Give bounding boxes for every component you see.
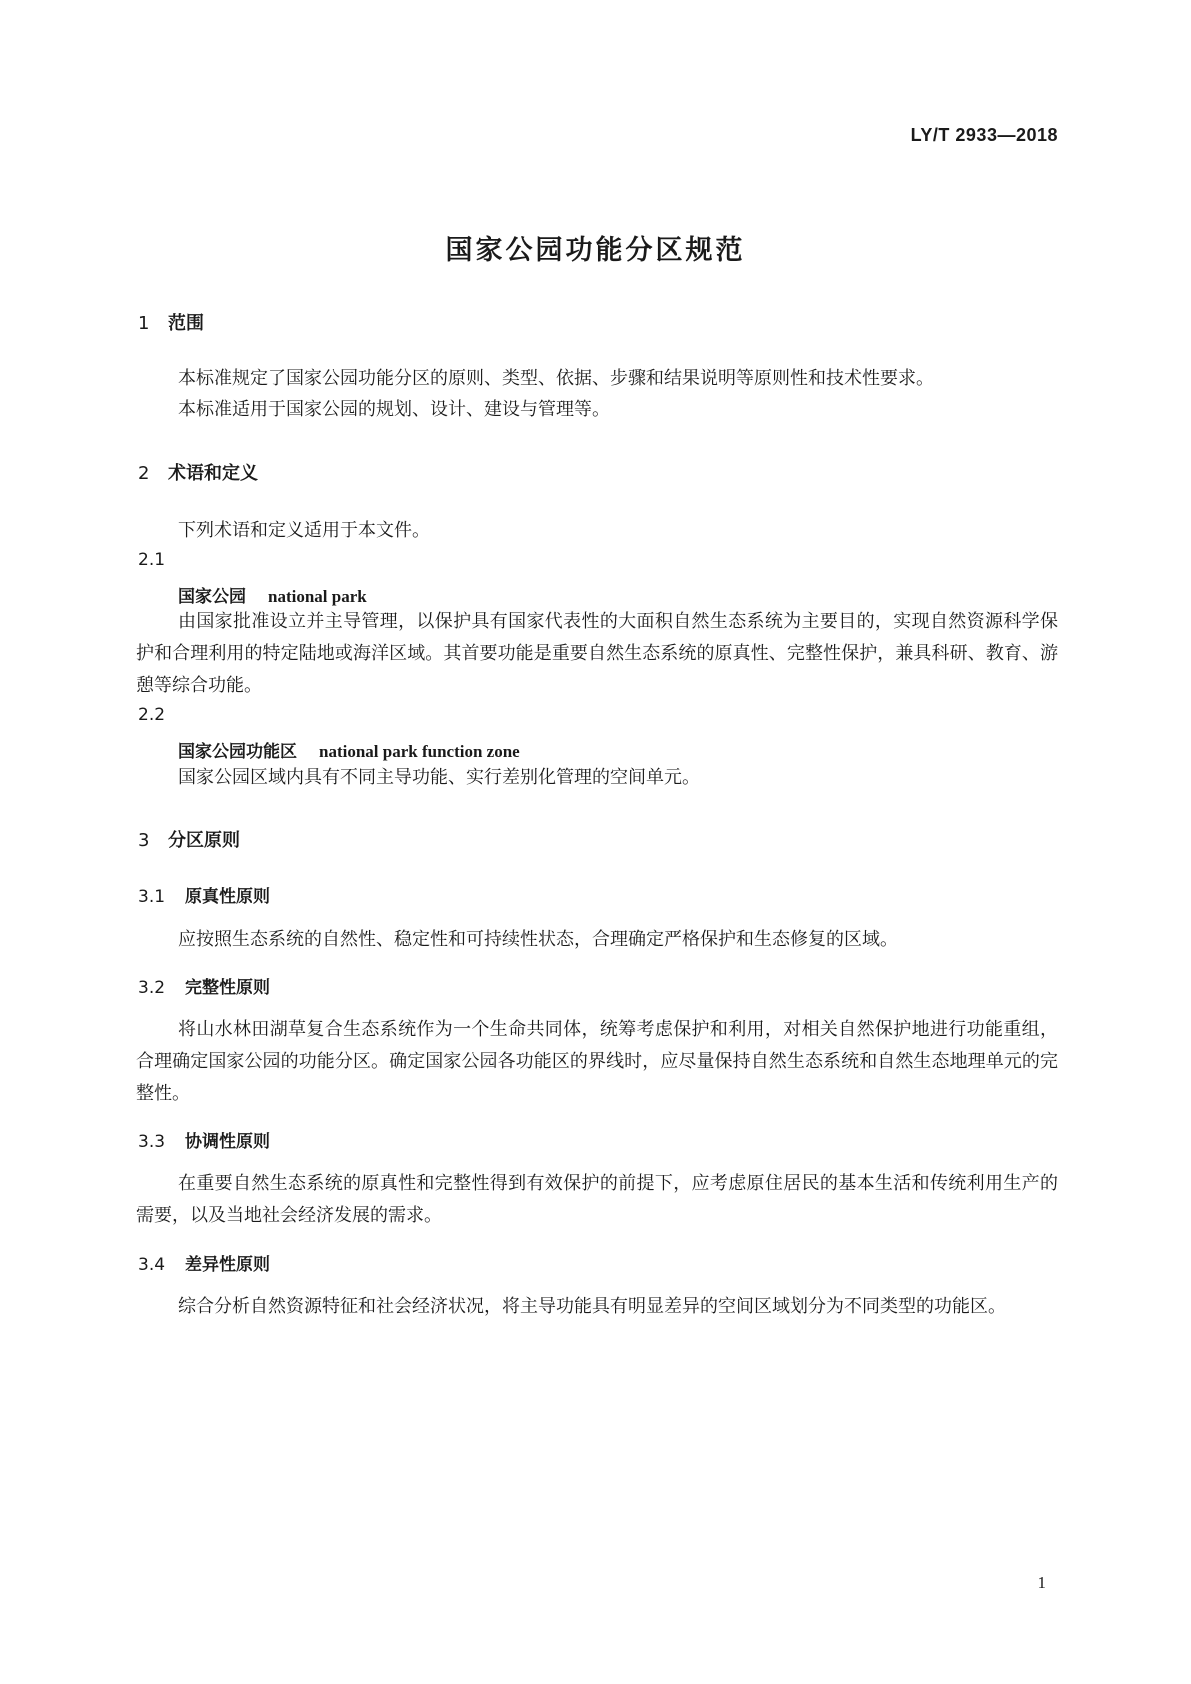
- subsection-title: 协调性原则: [185, 1132, 270, 1152]
- subsection-3-3-text: 在重要自然生态系统的原真性和完整性得到有效保护的前提下，应考虑原住居民的基本生活和传统利用生产的需要，以及当地社会经济发展的需求。: [136, 1173, 1058, 1226]
- subsection-3-1-heading: [138, 882, 270, 907]
- subsection-title: 原真性原则: [185, 887, 270, 907]
- term-2-1: [178, 582, 367, 607]
- term-english: national park function zone: [319, 742, 520, 761]
- term-chinese: 国家公园功能区: [178, 742, 297, 762]
- subsection-3-4-text: 综合分析自然资源特征和社会经济状况，将主导功能具有明显差异的空间区域划分为不同类型的功能区。: [178, 1296, 1006, 1317]
- section-number: 1: [138, 313, 150, 334]
- subsection-3-4-heading: [138, 1250, 270, 1275]
- subsection-3-2-heading: [138, 973, 270, 998]
- section-title: 分区原则: [168, 830, 240, 851]
- section-number: 2: [138, 463, 150, 484]
- section-title: 术语和定义: [168, 463, 258, 484]
- section-number: 3: [138, 830, 150, 851]
- section-1-paragraph-1: 本标准规定了国家公园功能分区的原则、类型、依据、步骤和结果说明等原则性和技术性要求。: [178, 368, 934, 389]
- term-2-1-definition: 由国家批准设立并主导管理，以保护具有国家代表性的大面积自然生态系统为主要目的，实现自然资源科学保护和合理利用的特定陆地或海洋区域。其首要功能是重要自然生态系统的原真性、完整性保护，兼具科研、教育、游憩等综合功能。: [136, 611, 1058, 696]
- term-chinese: 国家公园: [178, 587, 246, 607]
- term-2-2-number: 2.2: [138, 705, 166, 725]
- page-number: 1: [1037, 1573, 1046, 1592]
- subsection-3-1-text: 应按照生态系统的自然性、稳定性和可持续性状态，合理确定严格保护和生态修复的区域。: [178, 929, 898, 950]
- subsection-3-2-text: 将山水林田湖草复合生态系统作为一个生命共同体，统筹考虑保护和利用，对相关自然保护地进行功能重组，合理确定国家公园的功能分区。确定国家公园各功能区的界线时，应尽量保持自然生态系统和自然生态地理单元的完整性。: [136, 1019, 1058, 1104]
- term-2-2-definition: 国家公园区域内具有不同主导功能、实行差别化管理的空间单元。: [178, 767, 700, 788]
- document-title: 国家公园功能分区规范: [445, 235, 746, 266]
- section-2-heading: [138, 459, 258, 485]
- subsection-number: 3.1: [138, 887, 166, 907]
- subsection-number: 3.4: [138, 1255, 166, 1275]
- term-2-2: [178, 737, 520, 762]
- section-title: 范围: [168, 313, 204, 334]
- section-1-heading: [138, 309, 204, 335]
- subsection-3-3-heading: [138, 1127, 270, 1152]
- term-2-1-number: 2.1: [138, 550, 166, 570]
- standard-number: LY/T 2933—2018: [910, 125, 1058, 145]
- section-1-paragraph-2: 本标准适用于国家公园的规划、设计、建设与管理等。: [178, 399, 610, 420]
- section-2-intro: 下列术语和定义适用于本文件。: [178, 520, 430, 541]
- subsection-title: 差异性原则: [185, 1255, 270, 1275]
- subsection-number: 3.3: [138, 1132, 166, 1152]
- subsection-number: 3.2: [138, 978, 166, 998]
- term-english: national park: [268, 587, 367, 606]
- subsection-title: 完整性原则: [185, 978, 270, 998]
- section-3-heading: [138, 826, 240, 852]
